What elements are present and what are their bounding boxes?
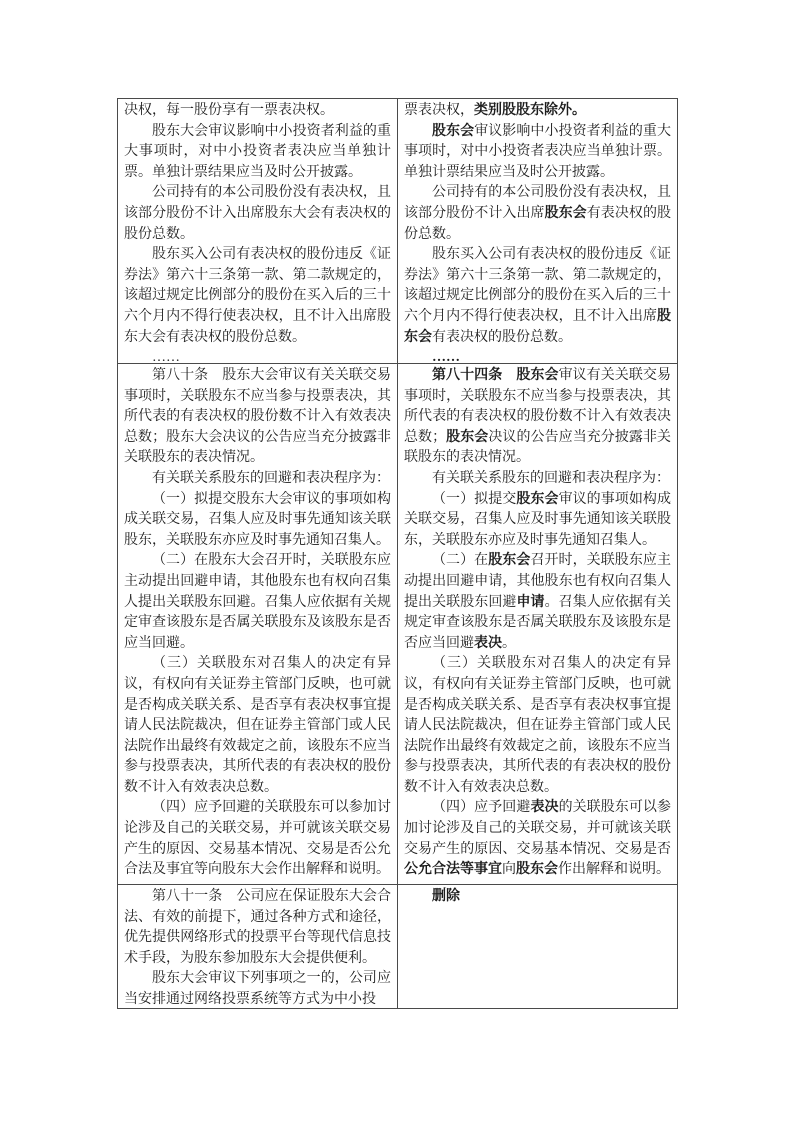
text-run: …… [152,350,180,363]
text-run: （四）应予回避的关联股东可以参加讨论涉及自己的关联交易，并可就该关联交易产生的原因、交易基本情况、交易是否公允合法及事宜等向股东大会作出解释和说明。 [124,800,391,878]
text-run: 股东大会审议影响中小投资者利益的重大事项时，对中小投资者表决应当单独计票。单独计票结果应当及时公开披露。 [124,123,391,180]
text-run: 第八十一条 公司应在保证股东大会合法、有效的前提下，通过各种方式和途径，优先提供网络形式的投票平台等现代信息技术手段，为股东参加股东大会提供便利。 [124,889,391,966]
paragraph [404,469,671,490]
table-body [118,99,678,1009]
revision-highlight-text: 表决 [474,635,502,651]
cell-content [118,364,397,884]
revised-text-cell [398,99,678,364]
revision-highlight-text: 第八十四条 股东会 [432,368,559,383]
paragraph [404,887,671,908]
text-run: 有表决权的股份总数。 [404,205,672,242]
text-run: （三）关联股东对召集人的决定有异议，有权向有关证券主管部门反映，也可就是否构成关联关系、是否享有表决权事宜提请人民法院裁决，但在证券主管部门或人民法院作出最终有效裁定之前，该股东不应当参与投票表决，其所代表的有表决权的股份数不计入有效表决总数。 [124,656,391,795]
paragraph [404,245,671,348]
revision-highlight-text: 表决 [530,800,559,816]
cell-content [398,99,677,363]
paragraph [404,366,671,469]
text-run: 向 [502,862,516,878]
paragraph [404,798,671,880]
table-row [118,364,678,885]
revised-text-cell [398,364,678,885]
text-run: 作出解释和说明。 [558,862,670,878]
text-run: 公司持有的本公司股份没有表决权，且该部分股份不计入出席股东大会有表决权的股份总数。 [124,185,391,242]
paragraph [404,348,671,363]
revision-highlight-text: 类别股股东除外。 [474,103,586,118]
revision-highlight-text: 股东会 [446,429,489,445]
revision-highlight-text: …… [432,350,460,363]
text-run: （一）拟提交 [432,491,517,507]
cell-content [398,364,677,884]
original-text-cell [118,99,398,364]
paragraph [124,122,391,184]
text-run: 决议的公告应当充分披露非关联股东的表决情况。 [404,429,672,466]
comparison-table-container [117,98,677,1009]
paragraph [124,969,391,1008]
text-run: （四）应予回避 [432,800,531,816]
text-run: 票表决权， [404,103,474,118]
comparison-table [117,98,678,1009]
original-text-cell [118,885,398,1009]
text-run: （二）在股东大会召开时，关联股东应主动提出回避申请，其他股东也有权向召集人提出关联股东回避。召集人应依据有关规定审查该股东是否属关联股东及该股东是否应当回避。 [124,553,391,651]
paragraph [124,348,391,363]
paragraph [404,101,671,122]
text-run: 公司持有的本公司股份没有表决权，且该部分股份不计入出席 [404,185,671,221]
paragraph [404,183,671,245]
text-run: 有关联关系股东的回避和表决程序为： [432,470,670,486]
cell-content [118,99,397,363]
text-run: 股东买入公司有表决权的股份违反《证券法》第六十三条第一款、第二款规定的，该超过规定比例部分的股份在买入后的三十六个月内不得行使表决权，且不计入出席 [404,247,671,324]
paragraph [124,551,391,654]
revision-highlight-text: 股东会 [432,123,475,139]
text-run: 召开时，关联股东应主动提出回避申请，其他股东也有权向召集人提出关联股东回避 [404,553,671,610]
revision-highlight-text: 股东会 [516,862,558,878]
text-run: 。 [502,635,516,651]
text-run: 审议的事项如构成关联交易，召集人应及时事先通知该关联股东，关联股东亦应及时事先通知召集人。 [404,491,671,548]
paragraph [404,551,671,654]
text-run: 。召集人应依据有关规定审查该股东是否属关联股东及该股东是否应当回避 [404,594,672,651]
revision-highlight-text: 删除 [432,889,460,904]
text-run: 审议影响中小投资者利益的重大事项时，对中小投资者表决应当单独计票。单独计票结果应当及时公开披露。 [404,123,671,180]
original-text-cell [118,364,398,885]
text-run: （三）关联股东对召集人的决定有异议，有权向有关证券主管部门反映，也可就是否构成关联关系、是否享有表决权事宜提请人民法院裁决，但在证券主管部门或人民法院作出最终有效裁定之前，该股东不应当参与投票表决，其所代表的有表决权的股份数不计入有效表决总数。 [404,656,671,795]
text-run: 的关联股东可以参加讨论涉及自己的关联交易，并可就该关联交易产生的原因、交易基本情况、交易是否 [404,800,671,857]
paragraph [124,490,391,552]
cell-content [118,885,397,1008]
revised-text-cell [398,885,678,1009]
paragraph [404,122,671,184]
revision-highlight-text: 股东会 [516,491,559,507]
text-run: （一）拟提交股东大会审议的事项如构成关联交易，召集人应及时事先通知该关联股东，关联股东亦应及时事先通知召集人。 [124,491,391,548]
revision-highlight-text: 股东会 [404,308,671,345]
paragraph [124,245,391,348]
paragraph [124,798,391,880]
paragraph [404,490,671,552]
paragraph [124,101,391,122]
revision-highlight-text: 申请 [516,594,545,610]
paragraph [124,183,391,245]
text-run: 股东大会审议下列事项之一的，公司应当安排通过网络投票系统等方式为中小投 [124,971,391,1007]
paragraph [124,887,391,969]
text-run: 股东买入公司有表决权的股份违反《证券法》第六十三条第一款、第二款规定的，该超过规定比例部分的股份在买入后的三十六个月内不得行使表决权，且不计入出席股东大会有表决权的股份总数。 [124,247,391,345]
paragraph [404,654,671,798]
text-run: 有表决权的股份总数。 [432,329,572,345]
text-run: 审议有关关联交易事项时，关联股东不应当参与投票表决，其所代表的有表决权的股份数不计入有效表决总数； [404,368,671,445]
revision-highlight-text: 公允合法等事宜 [404,862,502,878]
table-row [118,99,678,364]
text-run: （二）在 [432,553,489,569]
paragraph [124,366,391,469]
revision-highlight-text: 股东会 [488,553,531,569]
text-run: 第八十条 股东大会审议有关关联交易事项时，关联股东不应当参与投票表决，其所代表的有表决权的股份数不计入有效表决总数；股东大会决议的公告应当充分披露非关联股东的表决情况。 [124,368,391,466]
paragraph [124,654,391,798]
cell-content [398,885,677,1008]
revision-highlight-text: 股东会 [544,205,587,221]
text-run: 有关联关系股东的回避和表决程序为： [152,470,390,486]
paragraph [124,469,391,490]
table-row [118,885,678,1009]
text-run: 决权，每一股份享有一票表决权。 [124,103,334,118]
